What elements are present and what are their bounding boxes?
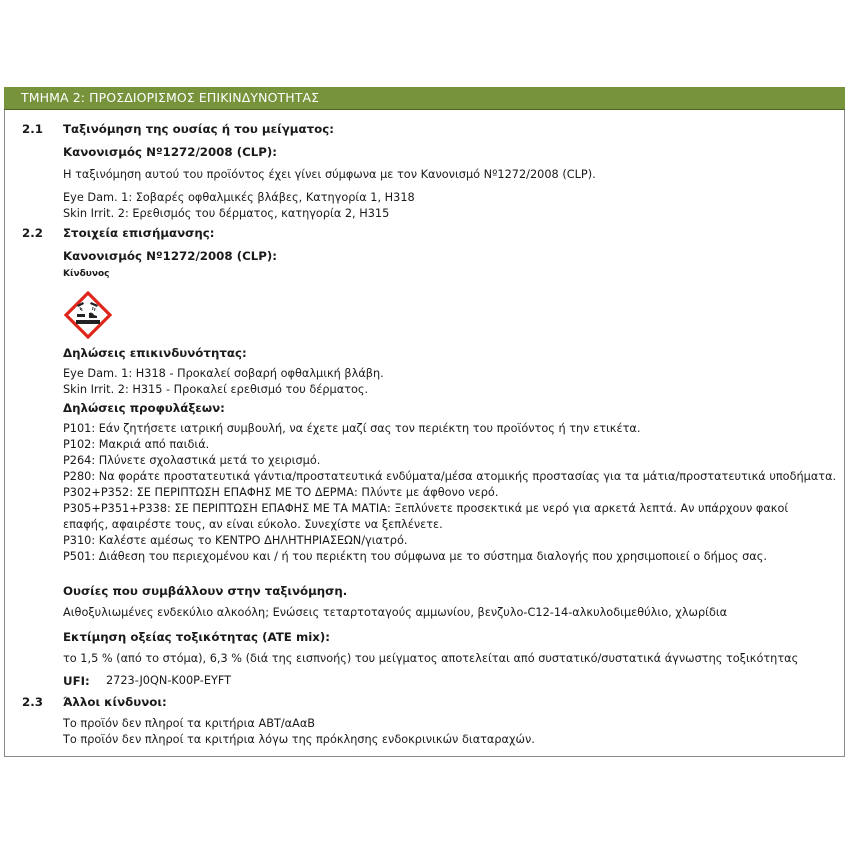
precautionary-statement: P501: Διάθεση του περιεχομένου και / ή του περιέκτη του σύμφωνα με το σύστημα διαλογής που χρησιμοποιεί ο δήμος σας.: [63, 550, 767, 563]
classification-line: Eye Dam. 1: Σοβαρές οφθαλμικές βλάβες, Κατηγορία 1, H318: [63, 191, 415, 204]
classification-line: Skin Irrit. 2: Ερεθισμός του δέρματος, κατηγορία 2, H315: [63, 207, 390, 220]
section-2-2-heading: Στοιχεία επισήμανσης:: [63, 226, 215, 240]
section-2-1-heading: Ταξινόμηση της ουσίας ή του μείγματος:: [63, 122, 334, 136]
signal-word: Κίνδυνος: [63, 269, 110, 279]
precautionary-statement: P280: Να φοράτε προστατευτικά γάντια/προστατευτικά ενδύματα/μέσα ατομικής προστασίας για τα μάτια/προστατευτικά υποδήματα.: [63, 470, 837, 483]
corrosion-pictogram-icon: [64, 291, 112, 339]
ufi-label: UFI:: [63, 674, 90, 688]
section-2-1-regulation: Κανονισμός Nº1272/2008 (CLP):: [63, 145, 278, 159]
precautionary-statement: P264: Πλύνετε σχολαστικά μετά το χειρισμό.: [63, 454, 321, 467]
contributing-substances-heading: Ουσίες που συμβάλλουν στην ταξινόμηση.: [63, 584, 348, 598]
hazard-statements-heading: Δηλώσεις επικινδυνότητας:: [63, 346, 247, 360]
section-2-2-regulation: Κανονισμός Nº1272/2008 (CLP):: [63, 249, 278, 263]
section-title: ΤΜΗΜΑ 2: ΠΡΟΣΔΙΟΡΙΣΜΟΣ ΕΠΙΚΙΝΔΥΝΟΤΗΤΑΣ: [21, 90, 320, 105]
other-hazards-line: Το προϊόν δεν πληροί τα κριτήρια λόγω της πρόκλησης ενδοκρινικών διαταραχών.: [63, 733, 535, 746]
ate-text: το 1,5 % (από το στόμα), 6,3 % (διά της εισπνοής) του μείγματος αποτελείται από συστατικό/συστατικά άγνωστης τοξικότητας: [63, 652, 799, 665]
other-hazards-line: Το προϊόν δεν πληροί τα κριτήρια ΑΒΤ/αΑαΒ: [63, 717, 316, 730]
precautionary-statement: επαφής, αφαιρέστε τους, αν είναι εύκολο. Συνεχίστε να ξεπλένετε.: [63, 518, 443, 531]
precautionary-statement: P102: Μακριά από παιδιά.: [63, 438, 210, 451]
section-header-band: [4, 87, 845, 110]
section-2-3-number: 2.3: [22, 695, 43, 709]
classification-note: Η ταξινόμηση αυτού του προϊόντος έχει γίνει σύμφωνα με τον Κανονισμό Nº1272/2008 (CLP).: [63, 168, 596, 181]
contributing-substances: Αιθοξυλιωμένες ενδεκύλιο αλκοόλη; Ενώσεις τεταρτοταγούς αμμωνίου, βενζυλο-C12-14-αλκυλοδιμεθύλιο, χλωρίδια: [63, 606, 728, 619]
hazard-statement: Skin Irrit. 2: H315 - Προκαλεί ερεθισμό του δέρματος.: [63, 383, 369, 396]
section-2-1-number: 2.1: [22, 122, 43, 136]
precautionary-statements-heading: Δηλώσεις προφυλάξεων:: [63, 401, 225, 415]
hazard-statement: Eye Dam. 1: H318 - Προκαλεί σοβαρή οφθαλμική βλάβη.: [63, 367, 384, 380]
section-2-3-heading: Άλλοι κίνδυνοι:: [63, 695, 167, 709]
precautionary-statement: P101: Εάν ζητήσετε ιατρική συμβουλή, να έχετε μαζί σας τον περιέκτη του προϊόντος ή την ετικέτα.: [63, 422, 641, 435]
precautionary-statement: P310: Καλέστε αμέσως το ΚΕΝΤΡΟ ΔΗΛΗΤΗΡΙΑΣΕΩΝ/γιατρό.: [63, 534, 408, 547]
section-2-2-number: 2.2: [22, 226, 43, 240]
ate-heading: Εκτίμηση οξείας τοξικότητας (ATE mix):: [63, 630, 330, 644]
precautionary-statement: P305+P351+P338: ΣΕ ΠΕΡΙΠΤΩΣΗ ΕΠΑΦΗΣ ΜΕ ΤΑ ΜΑΤΙΑ: Ξεπλύνετε προσεκτικά με νερό για αρκετά λεπτά. Αν υπάρχουν φακοί: [63, 502, 789, 515]
precautionary-statement: P302+P352: ΣΕ ΠΕΡΙΠΤΩΣΗ ΕΠΑΦΗΣ ΜΕ ΤΟ ΔΕΡΜΑ: Πλύντε με άφθονο νερό.: [63, 486, 499, 499]
ufi-value: 2723-J0QN-K00P-EYFT: [106, 674, 232, 687]
